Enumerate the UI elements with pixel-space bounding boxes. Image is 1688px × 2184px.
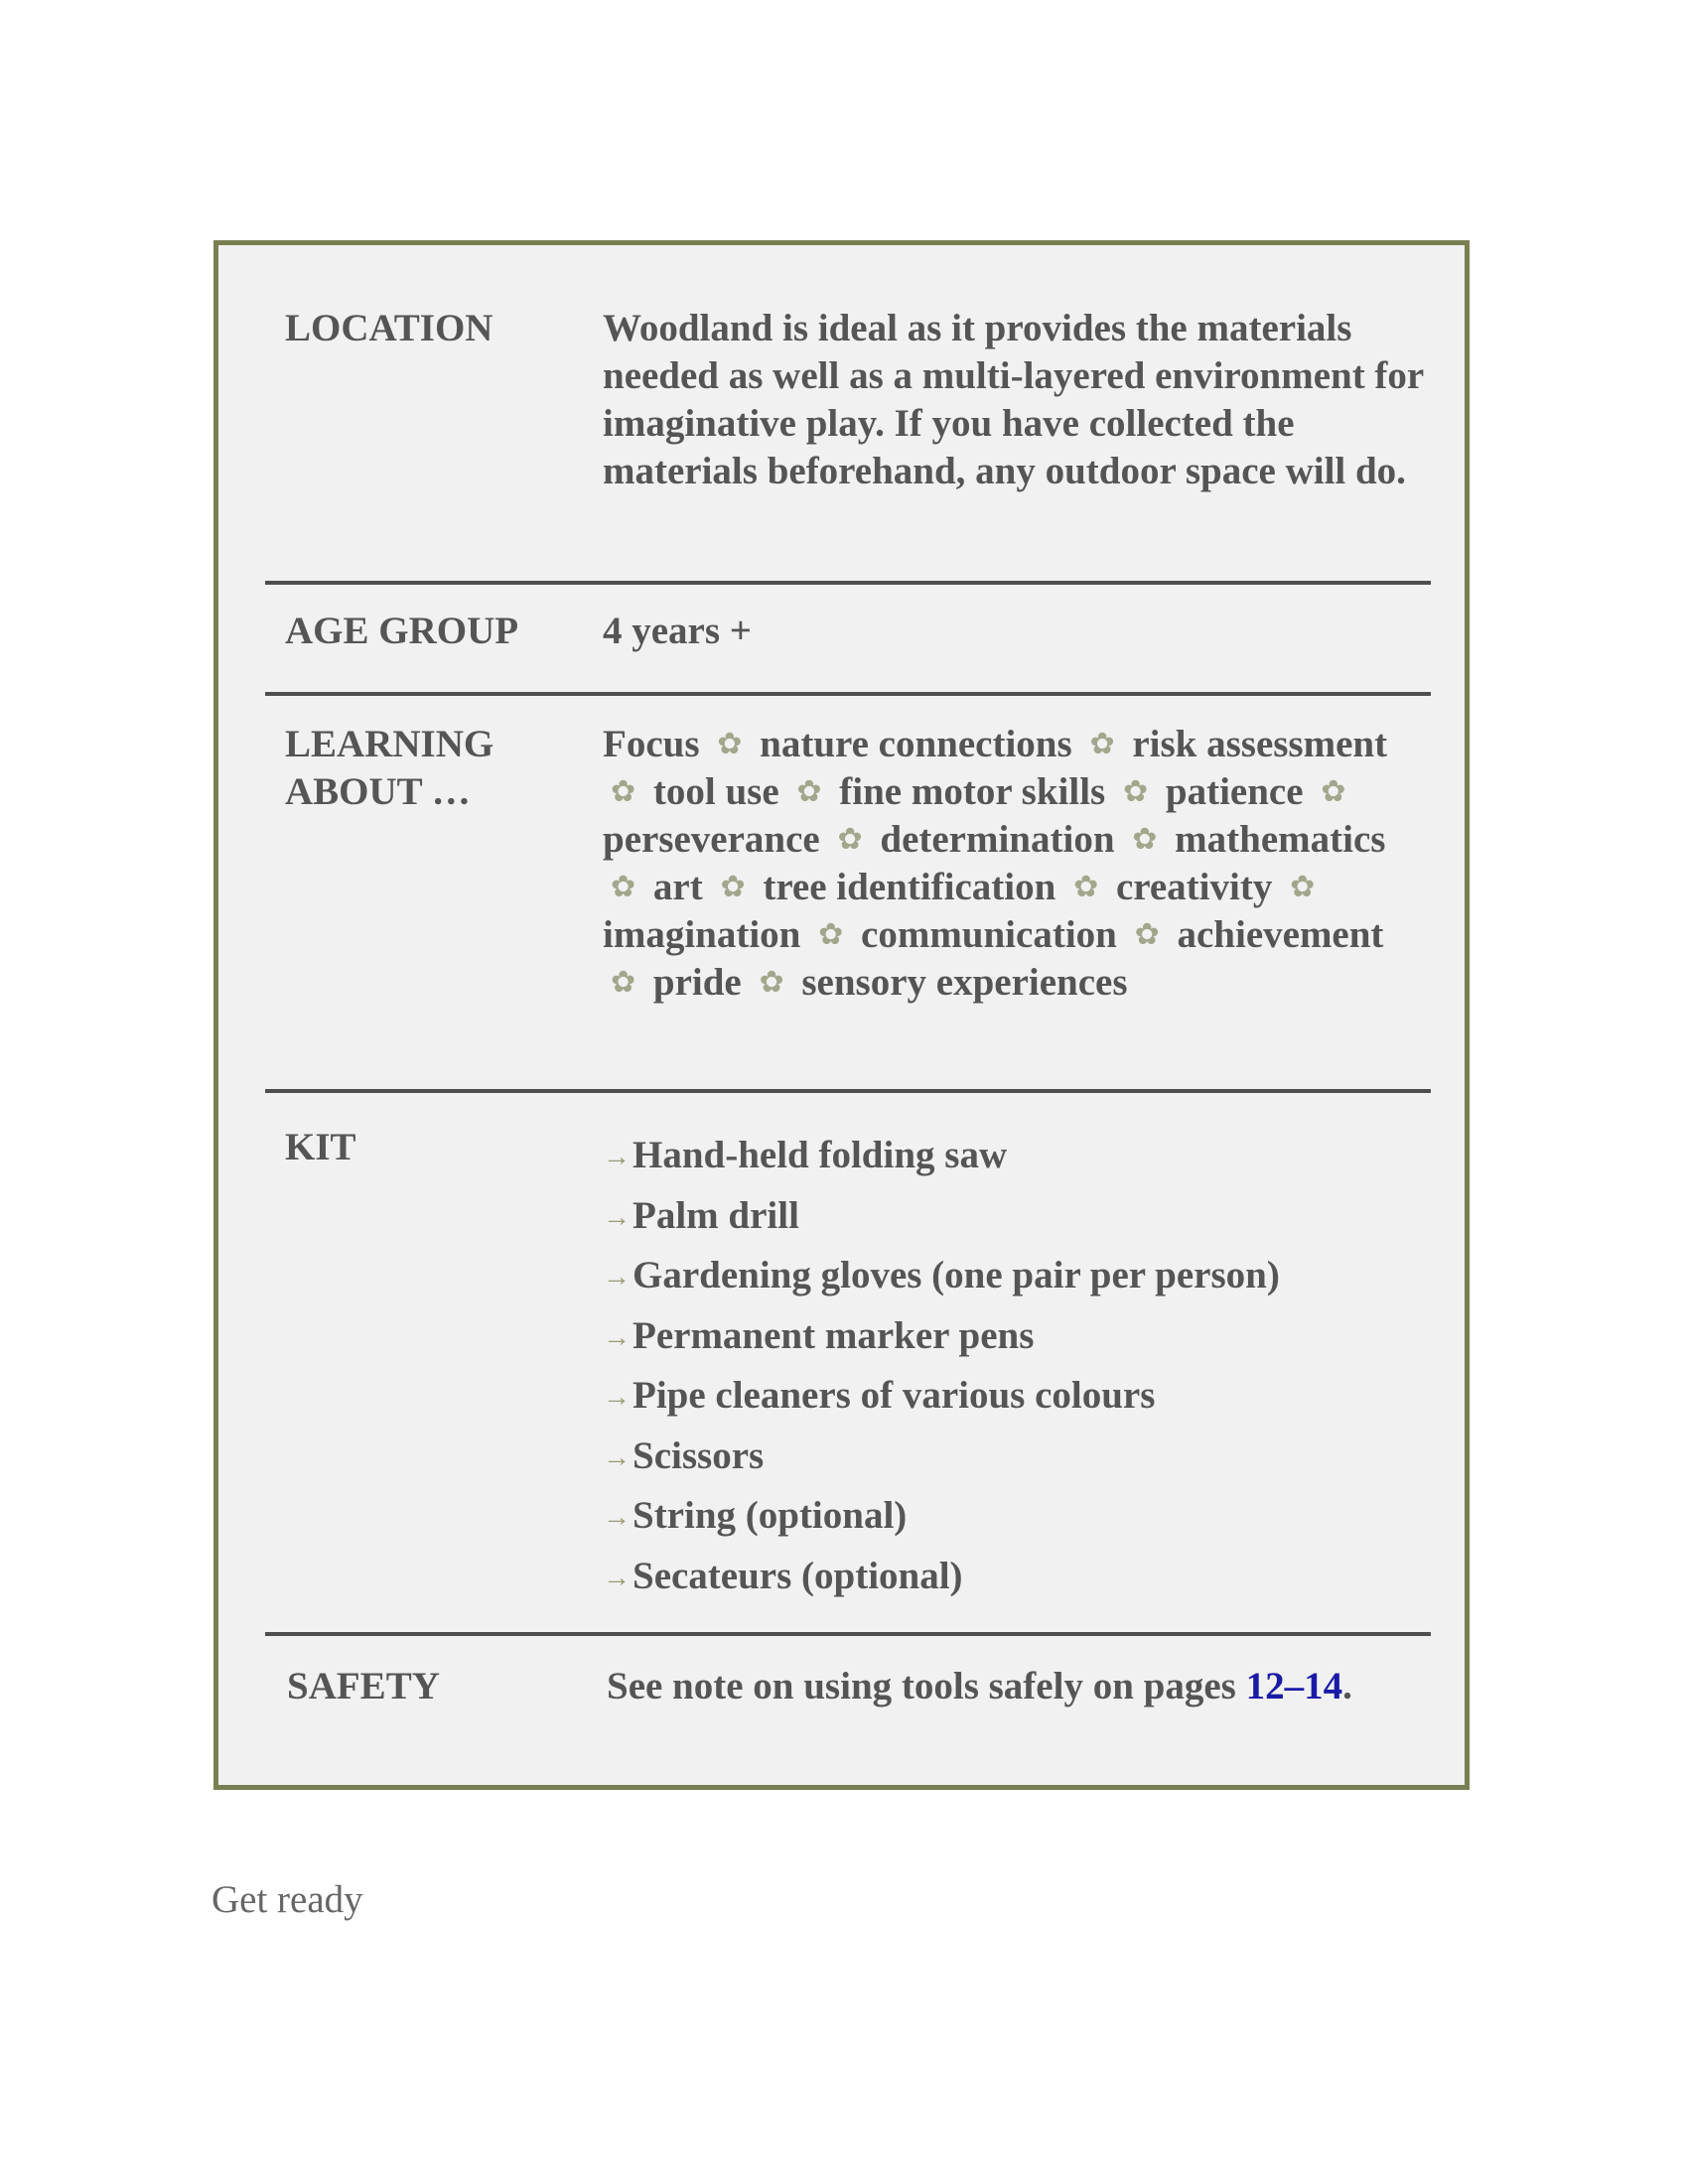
location-row [265,305,1431,503]
learning-item: nature connections [760,723,1072,765]
flower-icon: ✿ [611,871,636,903]
kit-content [603,1126,1427,1606]
kit-item [603,1486,1427,1547]
kit-item-label: Palm drill [633,1193,799,1237]
flower-icon: ✿ [1321,775,1346,808]
learning-row [265,721,1431,1058]
learning-item: tool use [652,770,779,813]
flower-icon: ✿ [611,966,636,999]
arrow-right-icon: → [603,1562,631,1593]
flower-icon: ✿ [1073,871,1099,903]
kit-item-label: Scissors [633,1433,765,1477]
learning-label-line2: ABOUT … [285,770,471,813]
arrow-right-icon: → [603,1441,631,1473]
learning-items [603,721,1427,1007]
learning-item: communication [861,913,1117,956]
age-group-label: AGE GROUP [285,610,519,652]
learning-item: creativity [1115,866,1273,908]
learning-item: determination [880,818,1115,861]
safety-text-end: . [1342,1665,1352,1707]
divider-2 [265,692,1431,696]
get-ready-heading: Get ready [211,1878,363,1921]
kit-item-label: Hand-held folding saw [633,1134,1008,1176]
arrow-right-icon: → [603,1502,631,1533]
learning-item: imagination [603,913,801,956]
learning-label [285,721,583,816]
kit-label: KIT [285,1126,356,1168]
flower-icon: ✿ [720,871,746,903]
learning-item: perseverance [603,818,820,861]
location-label: LOCATION [285,307,493,349]
age-group-row [265,608,1431,667]
learning-item: tree identification [763,866,1056,908]
kit-item-label: Pipe cleaners of various colours [633,1374,1156,1417]
kit-item-label: Gardening gloves (one pair per person) [633,1254,1280,1297]
location-text: Woodland is ideal as it provides the materials needed as well as a multi-layered environment for imaginative play. If you have collected the materials beforehand, any outdoor space will do. [603,307,1424,492]
safety-text-start: See note on using tools safely on pages [607,1665,1246,1707]
flower-icon: ✿ [1290,871,1316,903]
divider-1 [265,581,1431,585]
arrow-right-icon: → [603,1262,631,1293]
arrow-right-icon: → [603,1142,631,1172]
kit-item [603,1306,1427,1367]
kit-list [603,1126,1427,1606]
learning-label-line1: LEARNING [285,723,494,765]
kit-row [265,1124,1431,1620]
flower-icon: ✿ [611,775,636,808]
kit-item-label: Secateurs (optional) [633,1554,963,1597]
arrow-right-icon: → [603,1321,631,1353]
learning-item: risk assessment [1132,723,1388,765]
safety-label: SAFETY [287,1665,440,1707]
flower-icon: ✿ [759,966,784,999]
divider-3 [265,1089,1431,1093]
learning-item: art [652,866,703,908]
flower-icon: ✿ [1089,728,1115,760]
age-group-text: 4 years + [603,610,753,652]
learning-item: achievement [1177,913,1384,956]
kit-item [603,1246,1427,1306]
arrow-right-icon: → [603,1201,631,1233]
kit-item [603,1427,1427,1487]
learning-item: patience [1165,770,1304,813]
flower-icon: ✿ [1134,918,1160,951]
flower-icon: ✿ [818,918,844,951]
safety-text [607,1663,1431,1710]
learning-item: mathematics [1175,818,1386,861]
kit-item [603,1366,1427,1427]
learning-item: Focus [603,723,700,765]
flower-icon: ✿ [717,728,743,760]
learning-item: fine motor skills [839,770,1106,813]
flower-icon: ✿ [837,823,863,856]
kit-item-label: String (optional) [633,1494,908,1537]
arrow-right-icon: → [603,1382,631,1413]
divider-4 [265,1632,1431,1636]
safety-pages-link[interactable]: 12–14 [1245,1665,1343,1707]
safety-row [265,1663,1431,1722]
kit-item [603,1186,1427,1247]
activity-info-panel [213,240,1470,1790]
kit-item [603,1547,1427,1607]
learning-item: pride [652,961,742,1004]
learning-item: sensory experiences [801,961,1128,1004]
flower-icon: ✿ [1132,823,1158,856]
flower-icon: ✿ [796,775,822,808]
kit-item [603,1126,1427,1186]
kit-item-label: Permanent marker pens [633,1313,1035,1357]
flower-icon: ✿ [1123,775,1149,808]
